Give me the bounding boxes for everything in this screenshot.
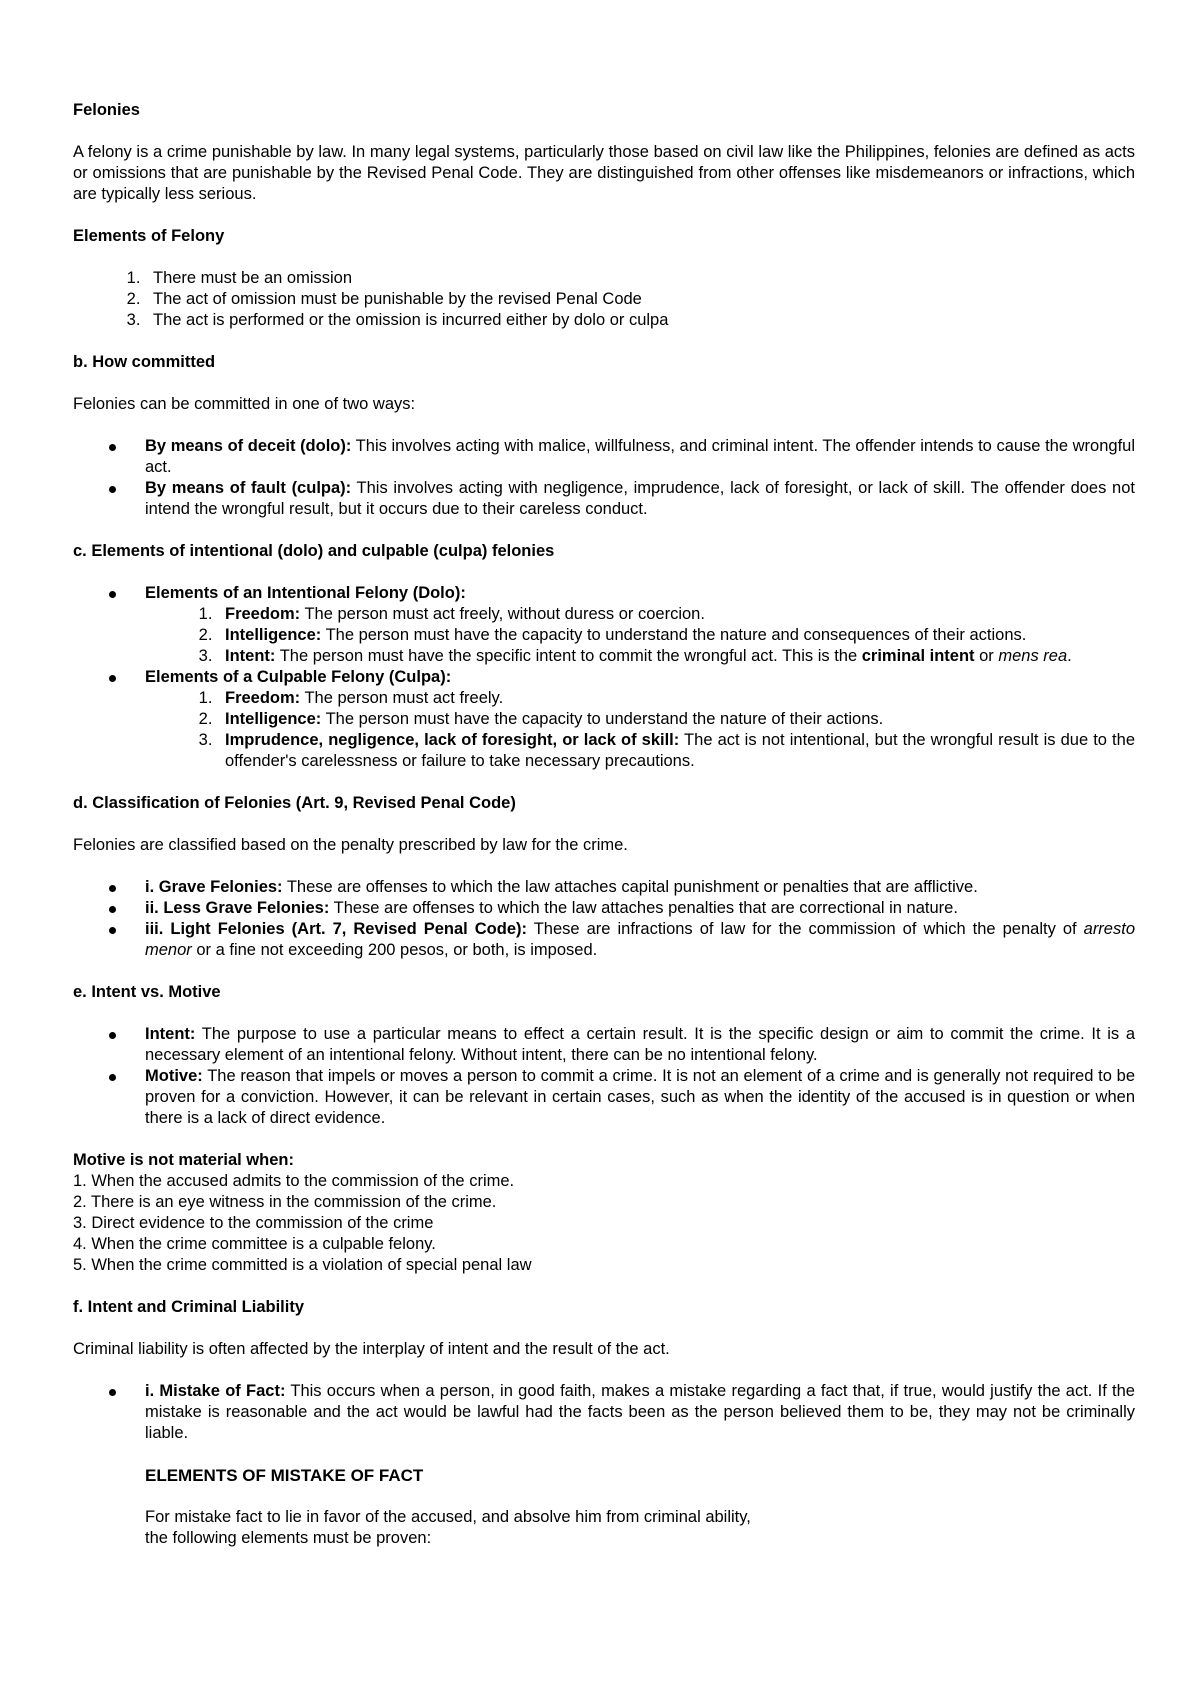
term: iii. Light Felonies (Art. 7, Revised Penal Code): [145,920,527,938]
how-committed-list [73,436,1135,520]
list-item [217,688,1135,709]
term: By means of deceit (dolo): [145,437,352,455]
intent-motive-list [73,1024,1135,1129]
list-item [145,583,1135,667]
list-item: 1. When the accused admits to the commission of the crime. [73,1172,515,1190]
definition: The act is not intentional, but the wrongful result is due to the offender's carelessness or failure to take necessary precautions. [225,731,1135,770]
motive-not-material-heading: Motive is not material when: [73,1151,294,1169]
list-item: 5. When the crime committed is a violation of special penal law [73,1256,532,1274]
list-item: 1. There must be an omission [145,268,1135,289]
list-item [145,478,1135,520]
latin-term: arresto menor [145,920,1135,959]
classification-list [73,877,1135,961]
list-item [145,667,1135,772]
elements-list [73,268,1135,331]
definition: The reason that impels or moves a person to commit a crime. It is not an element of a crime and is generally not required to be proven for a conviction. However, it can be relevant in certain cases, such as when the identity of the accused is in question or when there is a lack of direct evidence. [145,1067,1135,1127]
list-item: 4. When the crime committee is a culpable felony. [73,1235,436,1253]
term: Motive: [145,1067,203,1085]
mistake-of-fact-section [73,1465,1135,1549]
intent-motive-heading: e. Intent vs. Motive [73,983,221,1001]
list-item [145,877,1135,898]
dolo-elements-list [145,604,1135,667]
intent-liability-intro: Criminal liability is often affected by the interplay of intent and the result of the act. [73,1340,670,1358]
definition: The person must have the capacity to understand the nature and consequences of their actions. [321,626,1027,644]
latin-term: mens rea [998,647,1068,665]
classification-heading: d. Classification of Felonies (Art. 9, Revised Penal Code) [73,794,516,812]
list-item [145,436,1135,478]
mistake-of-fact-line: the following elements must be proven: [145,1529,432,1547]
document-page [73,100,1135,1549]
definition: The person must have the capacity to understand the nature of their actions. [321,710,884,728]
list-item: 3. Direct evidence to the commission of the crime [73,1214,434,1232]
list-item [217,709,1135,730]
culpa-elements-list [145,688,1135,772]
list-item [145,1024,1135,1066]
definition: The purpose to use a particular means to effect a certain result. It is the specific design or aim to commit the crime. It is a necessary element of an intentional felony. Without intent, there can be no intentional felony. [145,1025,1135,1064]
term: i. Mistake of Fact: [145,1382,286,1400]
motive-not-material-list [73,1171,1135,1276]
elements-heading: Elements of Felony [73,227,225,245]
dolo-label: Elements of an Intentional Felony (Dolo): [145,584,466,602]
definition: These are offenses to which the law attaches penalties that are correctional in nature. [329,899,958,917]
list-item [145,898,1135,919]
term: Imprudence, negligence, lack of foresight, or lack of skill: [225,731,680,749]
term: Intent: [225,647,276,665]
list-item [145,1066,1135,1129]
term: Freedom: [225,605,301,623]
list-item [217,730,1135,772]
mistake-of-fact-line: For mistake fact to lie in favor of the accused, and absolve him from criminal ability, [145,1508,751,1526]
culpa-label: Elements of a Culpable Felony (Culpa): [145,668,452,686]
punct: . [1067,647,1072,665]
list-item [217,646,1135,667]
how-committed-heading: b. How committed [73,353,216,371]
list-item [217,625,1135,646]
definition: The person must act freely, without duress or coercion. [300,605,705,623]
term: Intelligence: [225,626,322,644]
intro-paragraph: A felony is a crime punishable by law. In many legal systems, particularly those based on civil law like the Philippines, felonies are defined as acts or omissions that are punishable by the Revised Penal Code. They are distinguished from other offenses like misdemeanors or infractions, which are typically less serious. [73,143,1135,203]
definition: These are infractions of law for the commission of which the penalty of [527,920,1084,938]
elements-dolo-culpa-list [73,583,1135,772]
classification-intro: Felonies are classified based on the penalty prescribed by law for the crime. [73,836,628,854]
definition: This occurs when a person, in good faith, makes a mistake regarding a fact that, if true, would justify the act. If the mistake is reasonable and the act would be lawful had the facts been as the person believed them to be, they may not be criminally liable. [145,1382,1135,1442]
definition: This involves acting with malice, willfulness, and criminal intent. The offender intends to cause the wrongful act. [145,437,1135,476]
connector: or [974,647,999,665]
term: Intelligence: [225,710,322,728]
term: By means of fault (culpa): [145,479,352,497]
document-title: Felonies [73,101,140,119]
list-item: 2. The act of omission must be punishable by the revised Penal Code [145,289,1135,310]
mistake-of-fact-heading: ELEMENTS OF MISTAKE OF FACT [145,1466,424,1485]
term: i. Grave Felonies: [145,878,283,896]
list-item: 3. The act is performed or the omission is incurred either by dolo or culpa [145,310,1135,331]
list-item [217,604,1135,625]
list-item: 2. There is an eye witness in the commission of the crime. [73,1193,497,1211]
definition-end: or a fine not exceeding 200 pesos, or both, is imposed. [191,941,598,959]
definition: These are offenses to which the law attaches capital punishment or penalties that are afflictive. [282,878,978,896]
term: Freedom: [225,689,301,707]
emphasis: criminal intent [861,647,975,665]
definition: The person must act freely. [300,689,504,707]
term: ii. Less Grave Felonies: [145,899,330,917]
term: Intent: [145,1025,196,1043]
intent-liability-list [73,1381,1135,1444]
how-committed-intro: Felonies can be committed in one of two ways: [73,395,416,413]
definition: This involves acting with negligence, imprudence, lack of foresight, or lack of skill. The offender does not intend the wrongful result, but it occurs due to their careless conduct. [145,479,1135,518]
list-item [145,919,1135,961]
list-item [145,1381,1135,1444]
elements-dolo-culpa-heading: c. Elements of intentional (dolo) and culpable (culpa) felonies [73,542,555,560]
intent-liability-heading: f. Intent and Criminal Liability [73,1298,305,1316]
definition: The person must have the specific intent to commit the wrongful act. This is the [275,647,862,665]
